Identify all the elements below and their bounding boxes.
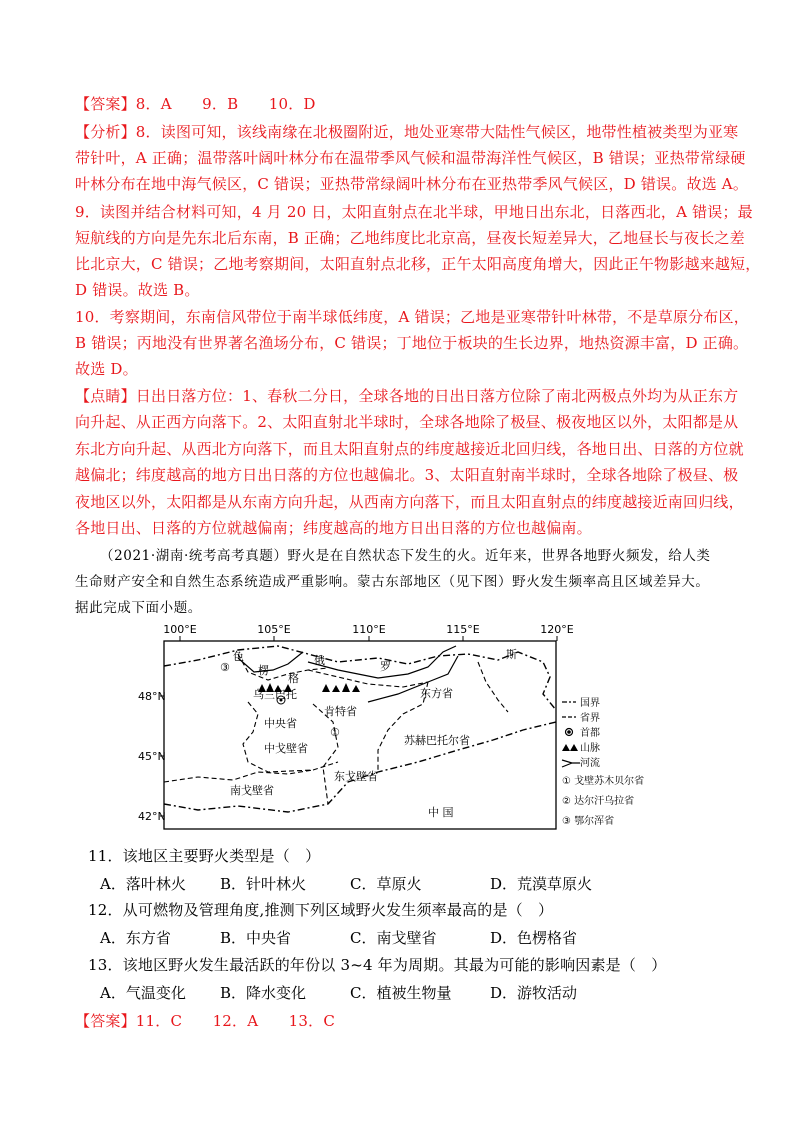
legend-note: ③ 鄂尔浑省 bbox=[562, 816, 615, 827]
place-label: 中 国 bbox=[428, 806, 454, 819]
intro-line: （2021·湖南·统考高考真题）野火是在自然状态下发生的火。近年来，世界各地野火频发，给人类 bbox=[100, 548, 711, 564]
option[interactable]: A．气温变化 bbox=[100, 984, 186, 1002]
place-label: 格 bbox=[288, 672, 299, 685]
lon-label: 120°E bbox=[540, 623, 574, 636]
option[interactable]: B．中央省 bbox=[220, 929, 292, 947]
place-label: 肯特省 bbox=[324, 705, 357, 718]
analysis-line: 叶林分布在地中海气候区，C 错误；亚热带常绿阔叶林分布在亚热带季风气候区，D 错误。故选 A。 bbox=[75, 175, 749, 193]
answer-8-10: 【答案】8．A 9．B 10．D bbox=[75, 95, 316, 113]
tip-line: 夜地区以外，太阳都是从东南方向升起，从西南方向落下，而且太阳直射点的纬度越接近南回归线， bbox=[75, 493, 744, 511]
analysis-line: 故选 D。 bbox=[75, 360, 138, 378]
intro-line: 据此完成下面小题。 bbox=[75, 600, 202, 616]
option[interactable]: B．针叶林火 bbox=[220, 875, 307, 893]
option[interactable]: D．色楞格省 bbox=[490, 929, 578, 947]
place-label: 苏赫巴托尔省 bbox=[404, 734, 470, 747]
option[interactable]: D．游牧活动 bbox=[490, 984, 578, 1002]
place-label: 东戈壁省 bbox=[334, 770, 378, 783]
legend-item: 首都 bbox=[580, 728, 600, 739]
place-label: 斯 bbox=[506, 648, 517, 661]
legend-item: 河流 bbox=[580, 758, 600, 769]
national-border bbox=[164, 646, 556, 710]
tip-line: 【点睛】日出日落方位：1、春秋二分日，全球各地的日出日落方位除了南北两极点外均为从正东方 bbox=[75, 387, 739, 405]
analysis-line: 短航线的方向是先东北后东南，B 正确；乙地纬度比北京高，昼夜长短差异大，乙地昼长与夜长之差 bbox=[75, 229, 745, 247]
lat-label: 42°N bbox=[138, 810, 166, 823]
legend-item: 省界 bbox=[580, 713, 600, 724]
options-12 bbox=[100, 928, 577, 948]
place-label: 东方省 bbox=[420, 687, 453, 700]
place-label: 南戈壁省 bbox=[230, 784, 274, 797]
place-label: 中戈壁省 bbox=[264, 742, 308, 755]
analysis-line: 比北京大，C 错误；乙地考察期间，太阳直射点北移，正午太阳高度角增大，因此正午物影越来越短， bbox=[75, 255, 761, 273]
place-label: ① bbox=[330, 726, 340, 739]
option[interactable]: C．植被生物量 bbox=[350, 984, 452, 1002]
lat-label: 48°N bbox=[138, 690, 166, 703]
tip-line: 东北方向升起、从西北方向落下，而且太阳直射点的纬度越接近北回归线，各地日出、日落的方位就 bbox=[75, 440, 744, 458]
answer-11-13: 【答案】11．C 12．A 13．C bbox=[75, 1012, 336, 1030]
place-label: 楞 bbox=[258, 664, 269, 677]
question-13: 13．该地区野火发生最活跃的年份以 3~4 年为周期。其最为可能的影响因素是（ ） bbox=[88, 956, 667, 974]
option[interactable]: A．东方省 bbox=[100, 929, 171, 947]
tip-line: 向升起、从正西方向落下。2、太阳直射北半球时，全球各地除了极昼、极夜地区以外，太阳都是从 bbox=[75, 413, 739, 431]
legend-item: 山脉 bbox=[580, 743, 600, 754]
national-border bbox=[164, 722, 556, 812]
legend-note: ① 戈壁苏木贝尔省 bbox=[562, 776, 645, 787]
legend-item: 国界 bbox=[580, 698, 600, 709]
place-label: ③ bbox=[220, 661, 230, 674]
question-12: 12．从可燃物及管理角度,推测下列区域野火发生须率最高的是（ ） bbox=[88, 901, 554, 919]
analysis-line: D 错误。故选 B。 bbox=[75, 281, 200, 299]
option[interactable]: D．荒漠草原火 bbox=[490, 875, 593, 893]
place-label: 罗 bbox=[380, 660, 391, 673]
options-13 bbox=[100, 983, 577, 1003]
lon-label: 100°E bbox=[163, 623, 197, 636]
tip-line: 越偏北；纬度越高的地方日出日落的方位也越偏北。3、太阳直射南半球时，全球各地除了极昼、极 bbox=[75, 466, 739, 484]
option[interactable]: C．南戈壁省 bbox=[350, 929, 437, 947]
analysis-line: B 错误；丙地没有世界著名渔场分布，C 错误；丁地位于板块的生长边界，地热资源丰富，D 正确。 bbox=[75, 334, 749, 352]
place-label: 俄 bbox=[314, 654, 325, 667]
lon-label: 105°E bbox=[257, 623, 291, 636]
option[interactable]: C．草原火 bbox=[350, 875, 422, 893]
intro-line: 生命财产安全和自然生态系统造成严重影响。蒙古东部地区（见下图）野火发生频率高且区域差异大。 bbox=[75, 574, 710, 590]
options-11 bbox=[100, 874, 592, 894]
analysis-line: 9．读图并结合材料可知，4 月 20 日，太阳直射点在北半球，甲地日出东北，日落西北，A 错误；最 bbox=[75, 203, 753, 221]
legend-note: ② 达尔汗乌拉省 bbox=[562, 796, 635, 807]
analysis-line: 【分析】8．读图可知，该线南缘在北极圈附近，地处亚寒带大陆性气候区，地带性植被类型为亚寒 bbox=[75, 123, 739, 141]
question-11: 11．该地区主要野火类型是（ ） bbox=[88, 847, 321, 865]
lon-label: 110°E bbox=[352, 623, 386, 636]
analysis-line: 10．考察期间，东南信风带位于南半球低纬度，A 错误；乙地是亚寒带针叶林带，不是草原分布区， bbox=[75, 308, 749, 326]
lon-label: 115°E bbox=[446, 623, 480, 636]
place-label: 色 bbox=[233, 650, 244, 663]
place-label: 中央省 bbox=[264, 717, 297, 730]
mongolia-map bbox=[138, 622, 645, 832]
analysis-line: 带针叶，A 正确；温带落叶阔叶林分布在温带季风气候和温带海洋性气候区，B 错误；亚热带常绿硬 bbox=[75, 149, 746, 167]
place-label: 乌兰巴托 bbox=[253, 688, 297, 701]
lat-label: 45°N bbox=[138, 750, 166, 763]
option[interactable]: A．落叶林火 bbox=[100, 875, 186, 893]
option[interactable]: B．降水变化 bbox=[220, 984, 307, 1002]
tip-line: 各地日出、日落的方位就越偏南；纬度越高的地方日出日落的方位也越偏南。 bbox=[75, 519, 592, 537]
